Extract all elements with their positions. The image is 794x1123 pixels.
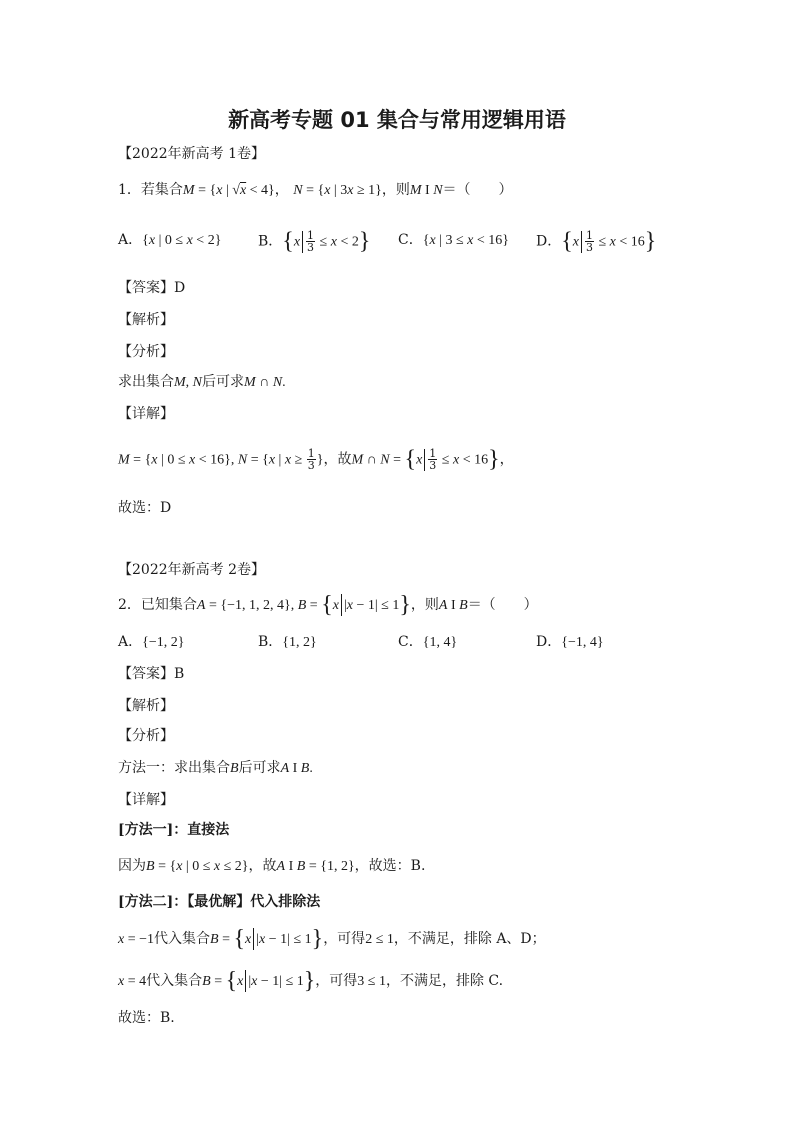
q2-detail: 【详解】 [118,792,174,808]
q2-method1-text: 因为B = {x | 0 ≤ x ≤ 2}，故A I B = {1, 2}，故选：B. [118,858,426,874]
q1-option-c[interactable]: C．{x | 3 ≤ x < 16} [398,232,510,248]
q2-source: 【2022年新高考 2卷】 [118,562,265,578]
q1-option-d[interactable]: D．{x $\frac{1}{3}$ ≤ x < 16} [536,228,657,255]
q2-option-d[interactable]: D．{−1, 4} [536,634,604,650]
q1-option-a[interactable]: A．{x | 0 ≤ x < 2} [118,232,222,248]
q1-answer: 【答案】D [118,280,186,296]
q2-option-a[interactable]: A．{−1, 2} [118,634,185,650]
q1-detail: 【详解】 [118,406,174,422]
q2-conclusion: 故选：B. [118,1010,175,1026]
q1-fenxi-text: 求出集合M, N后可求M ∩ N. [118,374,286,390]
q1-fenxi: 【分析】 [118,344,174,360]
page-title: 新高考专题 01 集合与常用逻辑用语 [228,108,566,132]
q1-detail-text: M = {x | 0 ≤ x < 16}, N = {x | x ≥ $\frac{1}{3}$ }，故M ∩ N = {x $\frac{1}{3}$ ≤ x < 16}， [118,446,514,473]
q2-method1: [方法一]：直接法 [118,822,230,838]
q1-stem: 1．若集合M = {x | √x < 4}， N = {x | 3x ≥ 1}，则M I N＝（ ） [118,182,513,198]
q2-stem: 2．已知集合A = {−1, 1, 2, 4}, B = {x |x − 1| ≤ 1}，则A I B＝（ ） [118,592,538,618]
q2-analysis: 【解析】 [118,698,174,714]
q2-method2-line1: x = −1代入集合B = {x |x − 1| ≤ 1}，可得2 ≤ 1，不满足，排除 A、D； [118,926,546,952]
q2-answer: 【答案】B [118,666,185,682]
q1-analysis: 【解析】 [118,312,174,328]
q2-fenxi-text: 方法一：求出集合B后可求A I B. [118,760,313,776]
q2-option-c[interactable]: C．{1, 4} [398,634,458,650]
q1-option-b[interactable]: B．{x $\frac{1}{3}$ ≤ x < 2} [258,228,371,255]
q2-method2-line2: x = 4代入集合B = {x |x − 1| ≤ 1}，可得3 ≤ 1，不满足，排除 C. [118,968,504,994]
q2-method2: [方法二]：【最优解】代入排除法 [118,894,321,910]
q1-conclusion: 故选：D [118,500,172,516]
q2-option-b[interactable]: B．{1, 2} [258,634,317,650]
q2-fenxi: 【分析】 [118,728,174,744]
q1-source: 【2022年新高考 1卷】 [118,146,265,162]
